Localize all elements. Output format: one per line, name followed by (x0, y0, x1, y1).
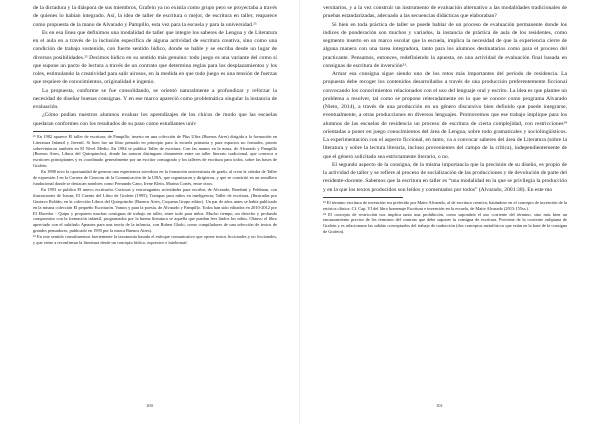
footnote: ²² En este sentido consultaremos fuertemente la taxonomía basada el enfoque comunicativo que opone textos ficcionales y no ficcionales, y que viene a reconfirmar la literatura desde un concepto lúdico, expresivo e intelectual. (33, 234, 277, 246)
left-text-column (33, 4, 277, 246)
body-paragraph: versitarios, y a la vez construir un instrumento de evaluación alternativo a las modalidades tradicionales de pruebas estandarizadas, adecuado a las secuencias didácticas que elaboraban? (323, 5, 567, 20)
right-text-column (323, 4, 567, 235)
body-paragraph: La propuesta, conforme se fue consolidando, se orientó naturalmente a profundizar y reforzar la necesidad de diseñar buenas consignas. Y en ese marco apareció como problemática singular la instancia de evaluación. (33, 87, 277, 110)
right-page (300, 0, 600, 424)
footnote: ²¹ En 1982 aparece El taller de escritura, de Pampillo, inserto en una colección de Plus Ultra (Buenos Aires) dirigida a la formación en Literatura Infantil y Juvenil. Si bien fue un libro pensado en principio para la escuela primaria y para espacios no formales, pronto sobrevinieron también en El Nivel Medio. En 1984 se publica Taller de escritura. Con las manos en la masa, de Alvarado y Pampillo (Buenos Aires, Libros del Quirquincho), donde las autoras distinguen claramente entre un taller literario tradicional, que convoca a escritores principiantes y es coordinado generalmente por un escritor consagrado y los talleres de escritura para todos, sobre las bases de Grafein. (33, 133, 277, 169)
body-paragraph: Armar esa consigna sigue siendo uno de los retos más importantes del período de residencia. La propuesta debe recoger los contenidos desarrollados a través de una producción preferentemente ficcional convocando los conocimientos relacionados con el uso del lenguaje oral y escrito. La idea es que plantee un problema a resolver, tal como se propone reiteradamente en lo que se conoce como programa Alvarado (Nieto, 2014), a través de una producción en un género discursivo bien definido que puede integrarse, eventualmente, a otras producciones en diversos lenguajes. Promovemos que ese trabajo implique para los alumnos de las escuelas de residencia un proceso de escritura de cierta complejidad, con restricciones²⁴ orientadas a poner en juego conocimientos del área de Lengua, sobre todo gramaticales y sociolingüísticos. La experimentación con el aspecto ficcional, en tanto, va a convocar saberes del área de Literatura (sobre la literatura y sobre la lectura literaria, incluso provenientes del campo de la crítica), independientemente de que el género solicitado sea estrictamente literario, o no. (323, 71, 567, 160)
footnote-separator (323, 197, 403, 198)
page-number: 100 (146, 403, 153, 408)
footnote: ²⁴ El concepto de restricción nos implica tanto una prohibición, como supondría el uso corriente del término, sino más bien un encauzamiento preciso de los términos del contrato que debe suponer la consigna de escritura. Proviene de la corriente oulipiana de Grafein y es relacionarse las salidas conceptuales del trabajo de traducción (dos conceptos metafóricos que están en la base de la consigna de Grafein). (323, 211, 567, 235)
page-number: 101 (436, 403, 443, 408)
body-paragraph: Si bien en toda práctica de taller se puede hablar de un proceso de evaluación permanente donde los índices de ponderación son muchos y variados, la instancia de práctica de aula de los residentes, como segmento inserto en un marco escolar que la escuela, implica la necesidad de que la experiencia cierre de alguna manera con una tarea integradora, tanto para los alumnos destinatarios como para el proceso del practicante. Pensamos, entonces, redefiniendo la apuesta, en una actividad de evaluación final basada en consignas de escritura de invención²³. (323, 21, 567, 69)
body-paragraph: ¿Cómo podían nuestros alumnos evaluar los aprendizajes de los chicos de modo que las escuelas quedaran conformes con los resultados de su paso como estudiantes univ (33, 112, 277, 127)
body-paragraph: Es en esa línea que definimos una modalidad de taller que integre los saberes de Lengua y de Literatura en el aula en a través de la inclusión específica de alguna actividad de escritura creativa, sino como una condición de trabajo sostenido, con fuerte sentido lúdico, donde se hable y se escriba desde un lugar de diversos posibilidades.²² Decimos lúdico en su sentido más genuino: todo juego es una variante del como sí que supone un pacto de lectura a través de un contrato que determina reglas para los desplazamientos y los roles, estimulando la creatividad para salir airosos, en la medida en que todo juego es una tensión de fuerzas que requiere de conocimientos, originalidad e ingenio. (33, 29, 277, 86)
footnote: En 1988 tuvo la oportunidad de generar una experiencia novedosa en la formación universitaria de grado, al crear la cátedra de Taller de expresión I en la Carrera de Ciencias de la Comunicación de la UBA, que organizaron y dirigieron, y que se convirtió en un semillero fundacional donde se destacan nombres como Fernando Cano, Irene Klein, Marina Cortés, entre otros. (33, 169, 277, 186)
footnote: En 1993 se publica El nuevo escriturón. Curiosas y extravagantes actividades para escribir, de Alvarado, Bombini y Feldman, con ilustraciones de Istvan; El Cuento del Libro de Grafein (1995); Trampas para niños en inteligencia; Taller de escritura, (Ilustradas por Gustavo Roldán, en la colección Libros del Quirquincho (Buenos Aires, Coquena Grupo editor). Un par de años antes se había publicado en la misma colección El pequeño Escriturón. Vamos y para la poesía, de Alvarado y Pampillo. Todos han sido editados en 2010-2012 por El Hacedor - Quipu y proponen muchas consignas de trabajo en taller, entre todo para niños. Mucho tiempo, un derecho y profundo compromiso con la formación infantil, programados por la buena literatura se aquella que puedan leer lindos los niños. Obtuvo el libro apreciado con el subtítulo Apuntes para una teoría de la infancia, con Ruben Glodo, como compiladores de una selección de textos de grandes pensadores, publicado en 1995 por la marca Buenos Aires). (33, 186, 277, 234)
footnote-separator (33, 131, 113, 132)
body-paragraph: El segundo aspecto de la consigna, de la misma importancia que la precisión de su diseño, es propio de la actividad de taller y se refiere al proceso de socialización de las producciones y de devolución de parte del residente-docente. Sabemos que la escritura en taller es “una modalidad en la que se privilegia la producción y en la que los textos producidos son leídos y comentados por todos” (Alvarado, 2001:38). En este mo (323, 161, 567, 193)
body-paragraph: de la dictadura y la diáspora de sus miembros, Grafein ya no existía como grupo pero se proyectaba a través de quienes lo habían integrado. Así, la idea de taller de escritura o mejor, de escritura en taller, reaparece como propuesta de la mano de Alvarado y Pampillo, esta vez para la escuela y para la universidad.²¹ (33, 5, 277, 28)
footnote: ²³ El término escritura de invención era preferido por Maite Alvarado, al de escritura creativa, basándose en el concepto de invención de la retórica clásica. Cf. Cap. VI del libro homenaje Escritura e invención en la escuela, de Maite Alvarado (2013:155ss.). (323, 199, 567, 211)
